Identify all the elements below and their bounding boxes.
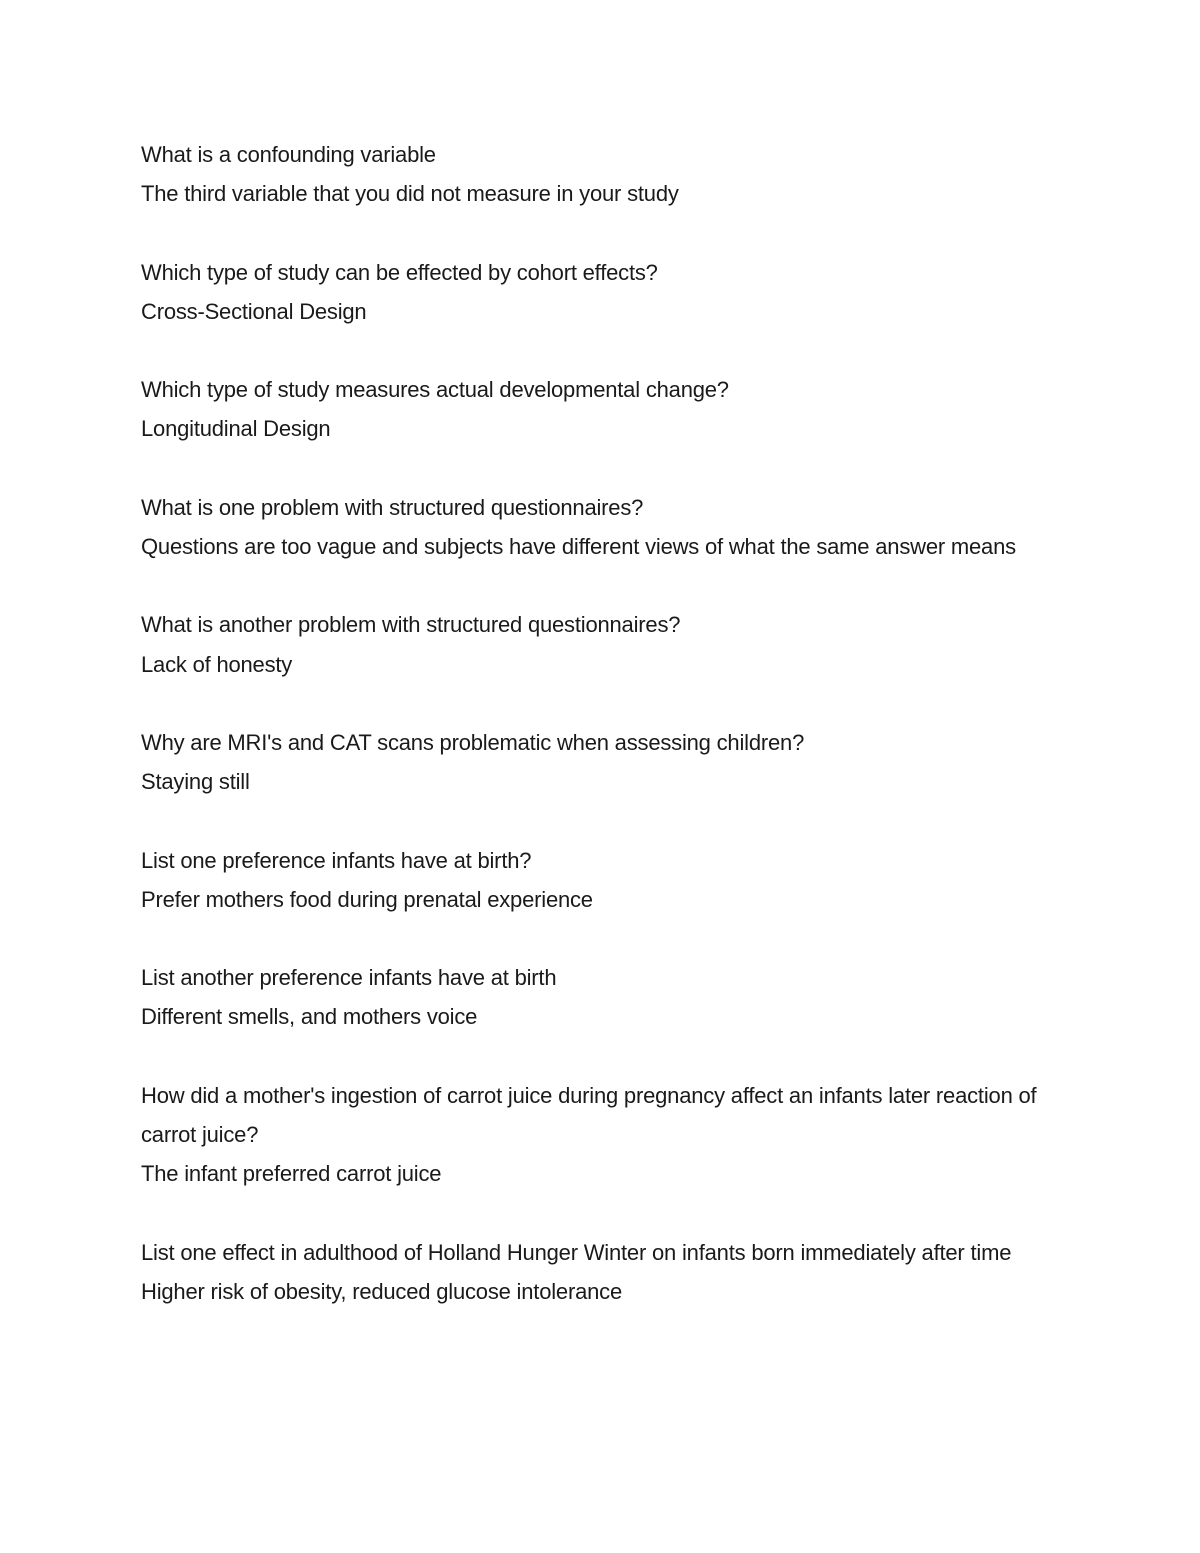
question-text: What is another problem with structured questionnaires? (141, 612, 681, 638)
question-text: List one effect in adulthood of Holland Hunger Winter on infants born immediately after time (141, 1239, 1012, 1265)
document-page (141, 135, 1051, 1350)
question-text: Which type of study can be effected by cohort effects? (141, 259, 658, 285)
answer-text: Questions are too vague and subjects have different views of what the same answer means (141, 533, 1016, 559)
answer-text: Staying still (141, 769, 250, 795)
question-text: How did a mother's ingestion of carrot juice during pregnancy affect an infants later reaction of carrot juice? (141, 1082, 1037, 1147)
qa-item (141, 135, 1051, 213)
qa-item (141, 723, 1051, 801)
qa-item (141, 253, 1051, 331)
qa-item (141, 958, 1051, 1036)
qa-item (141, 841, 1051, 919)
qa-item (141, 605, 1051, 683)
question-text: What is one problem with structured questionnaires? (141, 494, 644, 520)
question-text: List one preference infants have at birth? (141, 847, 532, 873)
question-text: List another preference infants have at birth (141, 965, 557, 991)
answer-text: Longitudinal Design (141, 416, 331, 442)
qa-item (141, 488, 1051, 566)
question-text: Why are MRI's and CAT scans problematic when assessing children? (141, 729, 805, 755)
answer-text: The third variable that you did not measure in your study (141, 181, 679, 207)
answer-text: Different smells, and mothers voice (141, 1004, 478, 1030)
answer-text: Cross-Sectional Design (141, 298, 367, 324)
answer-text: The infant preferred carrot juice (141, 1161, 442, 1187)
answer-text: Prefer mothers food during prenatal experience (141, 886, 593, 912)
answer-text: Lack of honesty (141, 651, 293, 677)
question-text: What is a confounding variable (141, 142, 436, 167)
qa-item (141, 370, 1051, 448)
qa-item (141, 1233, 1051, 1311)
qa-item (141, 1076, 1051, 1194)
question-text: Which type of study measures actual developmental change? (141, 377, 729, 403)
answer-text: Higher risk of obesity, reduced glucose intolerance (141, 1278, 622, 1304)
